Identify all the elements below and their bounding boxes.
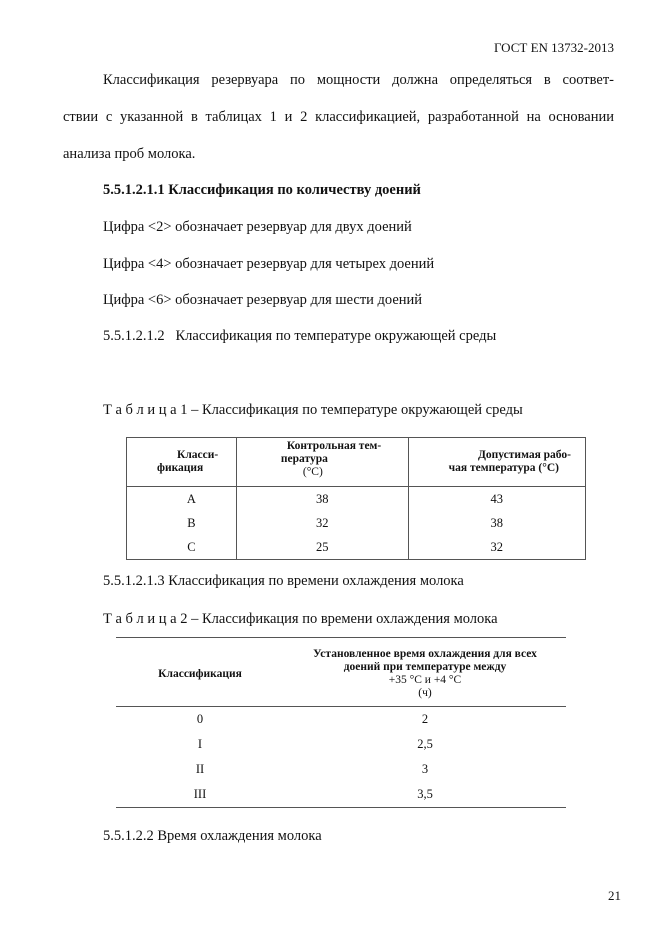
table2-cell-class: 0: [196, 712, 204, 726]
table1-cell-control: 32: [236, 511, 408, 535]
table-row: [116, 707, 566, 733]
table2-header-class: Классификация: [116, 638, 284, 707]
table2-cell-time: 3: [421, 762, 429, 776]
table2-cell-time: 2: [421, 712, 429, 726]
intro-line-3: анализа проб молока.: [63, 146, 196, 162]
page-number: 21: [608, 888, 621, 903]
milkings-item-4: Цифра <4> обозначает резервуар для четырех доений: [103, 256, 435, 272]
table2: [116, 637, 566, 808]
table1-cell-control: 38: [236, 487, 408, 512]
heading-cooling: 5.5.1.2.1.3 Классификация по времени охлаждения молока: [103, 573, 464, 589]
table-row: [127, 535, 586, 560]
table-row: [127, 511, 586, 535]
table1: [126, 437, 586, 560]
table1-header-control: Контрольная тем- пература (°C): [236, 438, 408, 487]
milkings-item-6: Цифра <6> обозначает резервуар для шести доений: [103, 292, 423, 308]
table2-cell-class: III: [116, 782, 284, 808]
table2-cell-class: II: [195, 762, 205, 776]
table-row: [116, 757, 566, 782]
table1-cell-allowed: 38: [490, 515, 504, 530]
table-row: [127, 487, 586, 512]
table1-cell-class: B: [127, 511, 237, 535]
table1-cell-class: A: [127, 487, 237, 512]
table2-header-time: Установленное время охлаждения для всех доений при температуре между +35 °C и +4 °C (ч): [284, 638, 566, 707]
table2-header-row: [116, 638, 566, 707]
milkings-item-2: Цифра <2> обозначает резервуар для двух доений: [103, 219, 412, 235]
table2-cell-time: 2,5: [417, 737, 433, 751]
table-row: [116, 732, 566, 757]
table1-cell-allowed: 32: [490, 539, 504, 554]
table2-cell-class: I: [197, 737, 203, 751]
table1-header-allowed: Допустимая рабо- чая температура (°C): [408, 438, 585, 487]
standard-number: ГОСТ EN 13732-2013: [493, 40, 614, 55]
table1-caption: Т а б л и ц а 1 – Классификация по температуре окружающей среды: [103, 402, 523, 418]
table-row: [116, 782, 566, 808]
table2-cell-time: 3,5: [284, 782, 566, 808]
table1-header-row: [127, 438, 586, 487]
table1-cell-allowed: 43: [490, 491, 504, 506]
heading-time: 5.5.1.2.2 Время охлаждения молока: [103, 828, 322, 844]
table2-caption: Т а б л и ц а 2 – Классификация по времени охлаждения молока: [103, 611, 498, 627]
intro-line-1: Классификация резервуара по мощности должна определяться в соответ-: [103, 72, 614, 88]
heading-ambient: 5.5.1.2.1.2 Классификация по температуре окружающей среды: [103, 328, 497, 344]
table1-cell-control: 25: [236, 535, 408, 560]
heading-milkings: 5.5.1.2.1.1 Классификация по количеству доений: [103, 182, 421, 198]
table1-header-class: Класси- фикация: [127, 438, 237, 487]
intro-line-2: ствии с указанной в таблицах 1 и 2 классификацией, разработанной на основании: [63, 109, 614, 125]
table1-cell-class: C: [127, 535, 237, 560]
